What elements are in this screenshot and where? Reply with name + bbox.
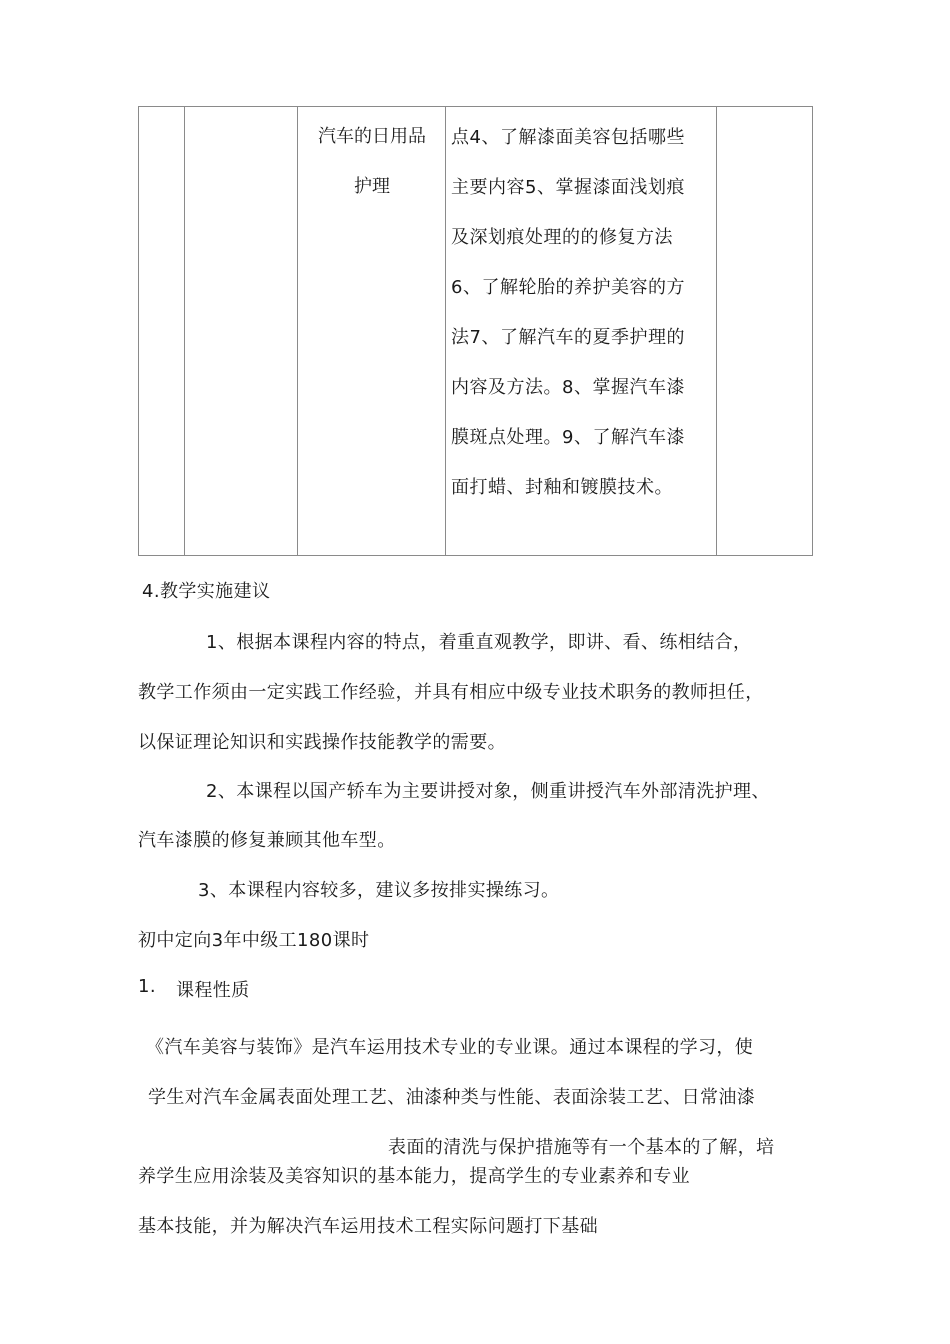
paragraph-line: 以保证理论知识和实践操作技能教学的需要。	[138, 732, 506, 753]
paragraph-line: 基本技能，并为解决汽车运用技术工程实际问题打下基础	[138, 1216, 598, 1237]
table-column-divider	[716, 107, 717, 555]
list-number: 1.	[138, 976, 156, 997]
table-column-divider	[184, 107, 185, 555]
table-column-divider	[297, 107, 298, 555]
paragraph-line: 《汽车美容与装饰》是汽车运用技术专业的专业课。通过本课程的学习，使	[146, 1037, 754, 1058]
course-title: 初中定向3年中级工180课时	[138, 930, 370, 951]
curriculum-table	[138, 106, 813, 556]
table-cell-topic	[299, 112, 445, 212]
requirement-line: 点4、了解漆面美容包括哪些	[451, 127, 685, 148]
requirement-line: 法7、了解汽车的夏季护理的	[451, 327, 685, 348]
section-heading: 4.教学实施建议	[142, 581, 271, 602]
paragraph-line: 学生对汽车金属表面处理工艺、油漆种类与性能、表面涂装工艺、日常油漆	[148, 1087, 756, 1108]
requirement-line: 及深划痕处理的的修复方法	[451, 227, 673, 248]
paragraph-line: 1、根据本课程内容的特点，着重直观教学，即讲、看、练相结合，	[206, 632, 752, 653]
paragraph-line: 教学工作须由一定实践工作经验，并具有相应中级专业技术职务的教师担任，	[138, 682, 764, 703]
table-column-divider	[445, 107, 446, 555]
requirement-line: 6、了解轮胎的养护美容的方	[451, 277, 685, 298]
requirement-line: 面打蜡、封釉和镀膜技术。	[451, 477, 673, 498]
paragraph-line: 2、本课程以国产轿车为主要讲授对象，侧重讲授汽车外部清洗护理、	[206, 781, 770, 802]
paragraph-line: 3、本课程内容较多，建议多按排实操练习。	[198, 880, 560, 901]
paragraph-line: 养学生应用涂装及美容知识的基本能力，提高学生的专业素养和专业	[138, 1166, 690, 1187]
paragraph-line: 汽车漆膜的修复兼顾其他车型。	[138, 830, 396, 851]
topic-line: 汽车的日用品	[318, 126, 426, 147]
requirement-line: 主要内容5、掌握漆面浅划痕	[451, 177, 685, 198]
table-cell-requirements	[451, 113, 716, 513]
subsection-heading: 课程性质	[176, 980, 250, 1001]
requirement-line: 内容及方法。8、掌握汽车漆	[451, 377, 685, 398]
topic-line: 护理	[354, 176, 390, 197]
paragraph-line: 表面的清洗与保护措施等有一个基本的了解，培	[388, 1137, 775, 1158]
requirement-line: 膜斑点处理。9、了解汽车漆	[451, 427, 685, 448]
